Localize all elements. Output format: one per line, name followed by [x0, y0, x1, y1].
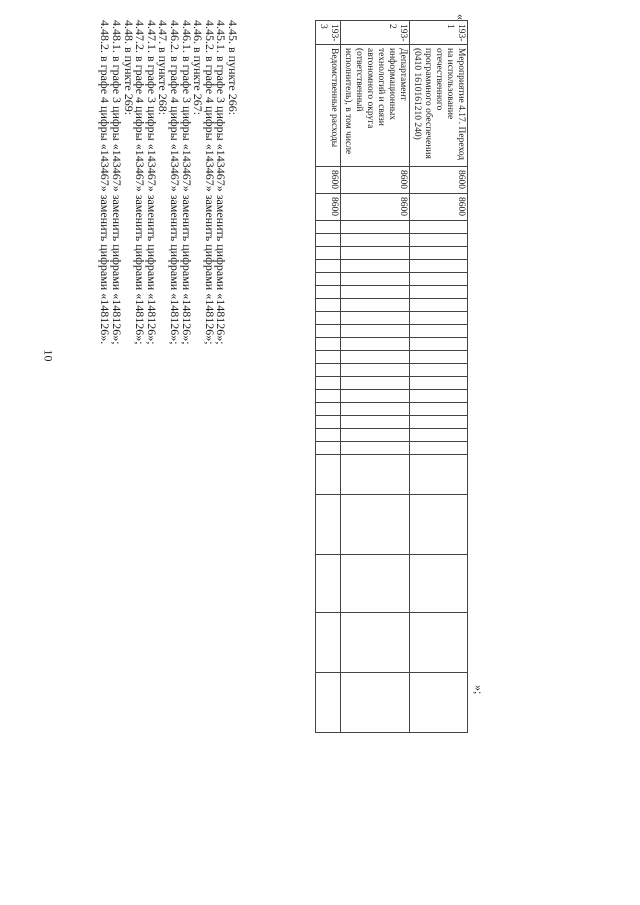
row-name: Департамент информационных технологий и связи автономного округа (ответственный исполнитель), в том числе	[341, 45, 410, 167]
page-number: 10	[41, 349, 56, 362]
list-item: 4.48.1. в графе 3 цифры «143467» заменить цифрами «148126»;	[110, 20, 125, 345]
row-value: 8600	[341, 194, 410, 221]
rotated-content	[88, 14, 486, 695]
row-value: 8600	[316, 167, 341, 194]
row-number: 193-1	[410, 21, 468, 45]
row-value: 8600	[410, 167, 468, 194]
row-number: 193-2	[341, 21, 410, 45]
list-item: 4.45.2. в графе 4 цифры «143467» заменить цифрами «148126»;	[202, 20, 217, 345]
row-value: 8600	[316, 194, 341, 221]
list-item: 4.46.1. в графе 3 цифры «143467» заменить цифрами «148126»;	[179, 20, 194, 345]
list-item: 4.45.1. в графе 3 цифры «143467» заменить цифрами «148126»;	[214, 20, 229, 345]
table-row	[341, 21, 410, 733]
row-name: Мероприятие 4.17. Переход на использование отечественного программного обеспечения (0410 1610161210 240)	[410, 45, 468, 167]
row-number: 193-3	[316, 21, 341, 45]
row-name: Ведомственные расходы	[316, 45, 341, 167]
amendment-list	[99, 20, 238, 690]
quote-close: »;	[472, 685, 486, 695]
list-item: 4.47.2. в графе 4 цифры «143467» заменить цифрами «148126»;	[133, 20, 148, 345]
list-item: 4.46. в пункте 267:	[191, 20, 206, 116]
table-row	[410, 21, 468, 733]
row-value: 8600	[341, 167, 410, 194]
list-item: 4.46.2. в графе 4 цифры «143467» заменить цифрами «148126»;	[168, 20, 183, 345]
list-item: 4.47. в пункте 268:	[156, 20, 171, 116]
list-item: 4.47.1. в графе 3 цифры «143467» заменить цифрами «148126»;	[144, 20, 159, 345]
table-row	[316, 21, 341, 733]
list-item: 4.48. в пункте 269:	[121, 20, 136, 116]
budget-table	[315, 20, 468, 733]
list-item: 4.48.2. в графе 4 цифры «143467» заменить цифрами «148126».	[98, 20, 113, 345]
quote-open: «	[454, 14, 468, 20]
row-value: 8600	[410, 194, 468, 221]
list-item: 4.45. в пункте 266:	[226, 20, 240, 116]
